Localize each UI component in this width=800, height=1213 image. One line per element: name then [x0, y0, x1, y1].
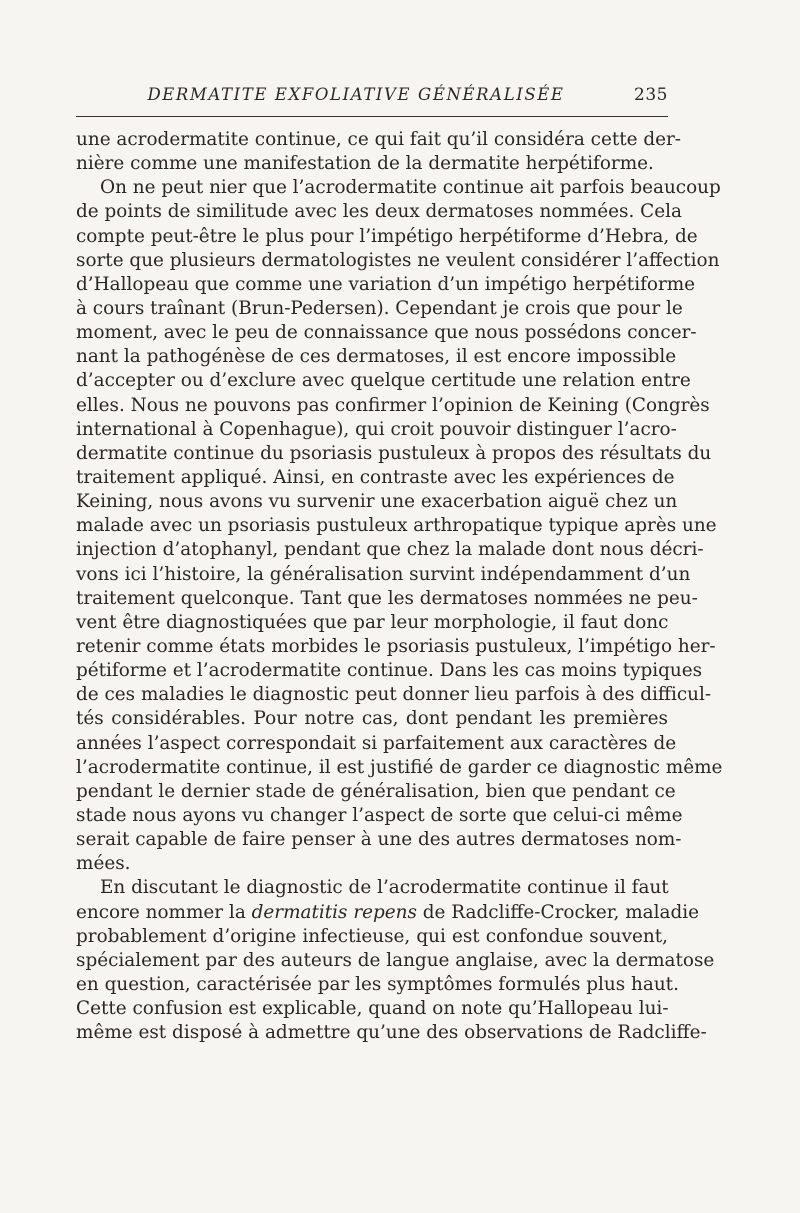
text-line: nière comme une manifestation de la dermatite herpétiforme.	[76, 153, 654, 175]
text-segment: de Radcliffe-Crocker, maladie	[416, 901, 700, 923]
text-line: pendant le dernier stade de généralisation, bien que pendant ce	[76, 780, 676, 802]
running-title: DERMATITE EXFOLIATIVE GÉNÉRALISÉE	[147, 85, 565, 104]
text-line: stade nous ayons vu changer l’aspect de sorte que celui-ci même	[76, 804, 683, 826]
text-line: international à Copenhague), qui croit pouvoir distinguer l’acro-	[76, 418, 677, 440]
text-line: serait capable de faire penser à une des autres dermatoses nom-	[76, 829, 682, 851]
text-line: même est disposé à admettre qu’une des observations de Radcliffe-	[76, 1022, 707, 1044]
text-line: malade avec un psoriasis pustuleux arthropatique typique après une	[76, 515, 717, 537]
text-line: moment, avec le peu de connaissance que nous possédons concer-	[76, 322, 697, 344]
text-line: une acrodermatite continue, ce qui fait qu’il considéra cette der-	[76, 129, 682, 150]
text-line: injection d’atophanyl, pendant que chez la malade dont nous décri-	[76, 539, 704, 561]
text-line	[76, 901, 700, 925]
page-number: 235	[634, 85, 668, 105]
text-line: elles. Nous ne pouvons pas confirmer l’opinion de Keining (Congrès	[76, 394, 710, 416]
header-rule	[76, 116, 668, 117]
text-line: Cette confusion est explicable, quand on note qu’Hallopeau lui-	[76, 998, 669, 1020]
text-line: tés considérables. Pour notre cas, dont pendant les premières	[76, 708, 668, 730]
text-line: années l’aspect correspondait si parfaitement aux caractères de	[76, 732, 677, 754]
running-head	[76, 82, 668, 108]
text-line: vons ici l’histoire, la généralisation survint indépendamment d’un	[76, 563, 691, 585]
text-line: traitement quelconque. Tant que les dermatoses nommées ne peu-	[76, 587, 698, 609]
text-line: En discutant le diagnostic de l’acrodermatite continue il faut	[100, 877, 669, 899]
text-line: retenir comme états morbides le psoriasis pustuleux, l’impétigo her-	[76, 635, 716, 657]
text-line: sorte que plusieurs dermatologistes ne veulent considérer l’affection	[76, 249, 720, 271]
text-line: en question, caractérisée par les symptômes formulés plus haut.	[76, 973, 679, 995]
text-line: nant la pathogénèse de ces dermatoses, il est encore impossible	[76, 346, 677, 368]
text-line: d’accepter ou d’exclure avec quelque certitude une relation entre	[76, 370, 691, 392]
text-segment: encore nommer la	[76, 901, 252, 923]
text-line: mées.	[76, 853, 131, 875]
text-line: à cours traînant (Brun-Pedersen). Cependant je crois que pour le	[76, 297, 683, 319]
text-line: dermatite continue du psoriasis pustuleux à propos des résultats du	[76, 442, 712, 464]
text-line: On ne peut nier que l’acrodermatite continue ait parfois beaucoup	[100, 177, 721, 199]
text-line: de points de similitude avec les deux dermatoses nommées. Cela	[76, 201, 682, 223]
text-line: pétiforme et l’acrodermatite continue. Dans les cas moins typiques	[76, 660, 703, 682]
text-line: de ces maladies le diagnostic peut donner lieu parfois à des difficul-	[76, 684, 712, 706]
text-line: traitement appliqué. Ainsi, en contraste avec les expériences de	[76, 466, 675, 488]
italic-term: dermatitis repens	[251, 901, 417, 923]
text-line: spécialement par des auteurs de langue anglaise, avec la dermatose	[76, 949, 715, 971]
text-line: probablement d’origine infectieuse, qui est confondue souvent,	[76, 925, 668, 947]
text-line: Keining, nous avons vu survenir une exacerbation aiguë chez un	[76, 491, 678, 513]
text-line: vent être diagnostiquées que par leur morphologie, il faut donc	[76, 611, 669, 633]
text-line: compte peut-être le plus pour l’impétigo herpétiforme d’Hebra, de	[76, 225, 698, 247]
text-line: l’acrodermatite continue, il est justifié de garder ce diagnostic même	[76, 756, 723, 778]
body-text	[76, 128, 723, 1045]
text-line: d’Hallopeau que comme une variation d’un impétigo herpétiforme	[76, 273, 696, 295]
